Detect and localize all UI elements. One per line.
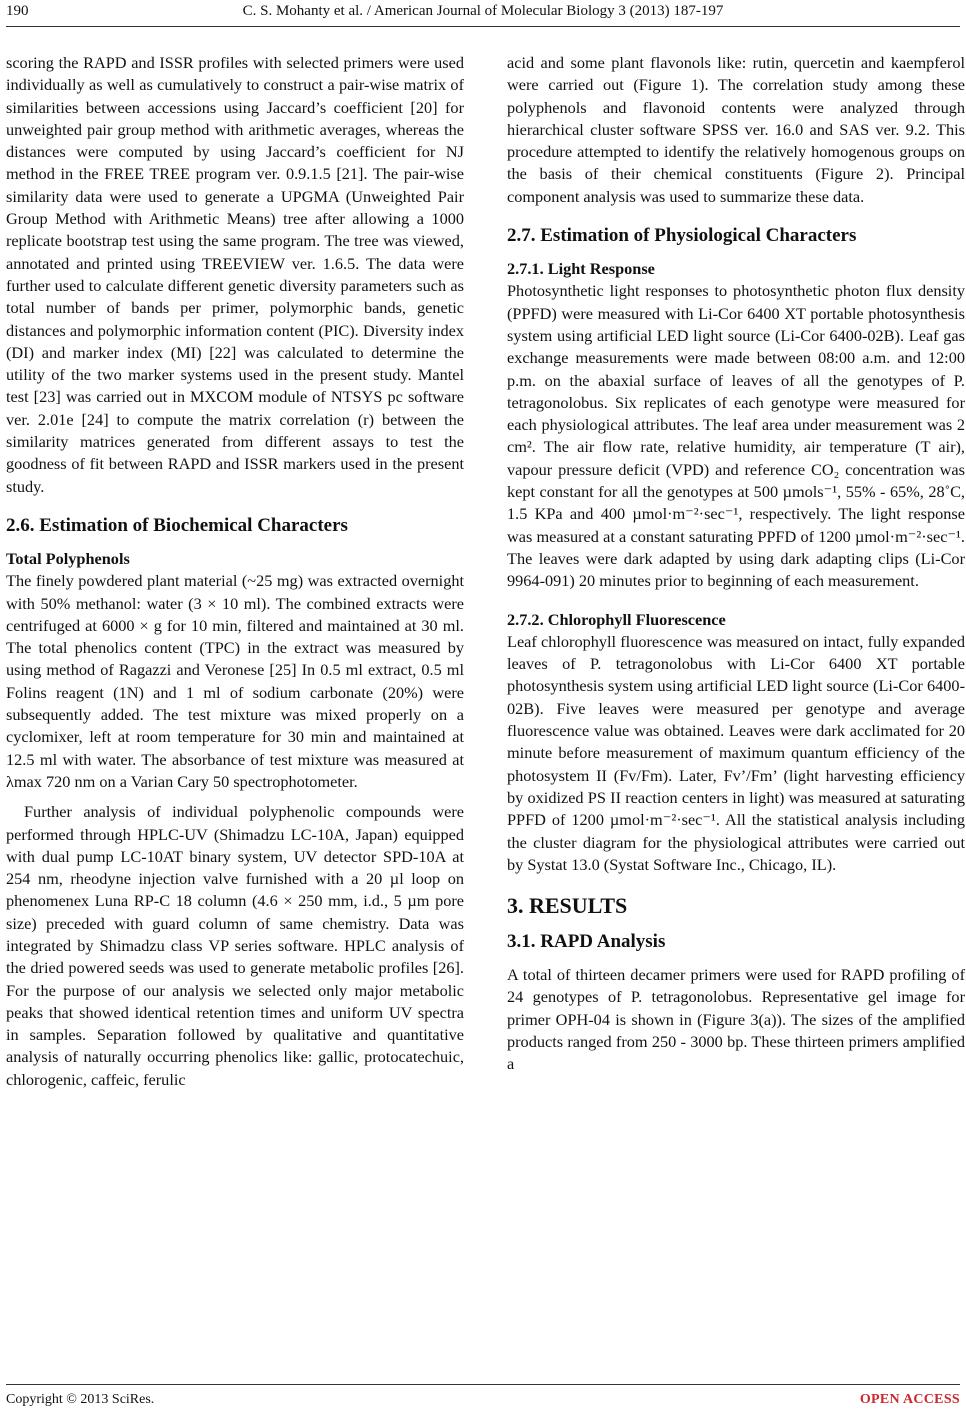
paragraph: Further analysis of individual polyphenolic compounds were performed through HPLC-UV (Shimadzu LC-10A, Japan) equipped with dual pump LC-10AT binary system, UV detector SPD-10A at 254 nm, rheodyne injection valve furnished with a 20 µl loop on phenomenex Luna RP-C 18 column (4.6 × 250 mm, i.d., 5 µm pore size) preceded with guard column of same chemistry. Data was integrated by Shimadzu class VP series software. HPLC analysis of the dried powered seeds was used to generate metabolic profiles [26]. For the purpose of our analysis we selected only major metabolic peaks that showed identical retention times and uniform UV spectra in samples. Separation followed by qualitative and quantitative analysis of naturally occurring phenolics like: gallic, protocatechuic, chlorogenic, caffeic, ferulic (6, 802, 464, 1089)
subsection-heading: Total Polyphenols (6, 548, 130, 568)
section-heading: 3. RESULTS (507, 893, 628, 919)
page-number: 190 (6, 3, 29, 19)
section-heading: 2.6. Estimation of Biochemical Characters (6, 514, 348, 536)
page-header (0, 0, 966, 30)
paragraph: A total of thirteen decamer primers were used for RAPD profiling of 24 genotypes of P. tetragonolobus. Representative gel image for primer OPH-04 is shown in (Figure 3(a)). The sizes of the amplified products ranged from 250 - 3000 bp. These thirteen primers amplified a (507, 965, 965, 1074)
right-column (507, 52, 965, 1076)
paragraph: The finely powdered plant material (~25 mg) was extracted overnight with 50% methanol: water (3 × 10 ml). The combined extracts were centrifuged at 6000 × g for 10 min, filtered and maintained at 30 ml. The total phenolics content (TPC) in the extract was measured by using method of Ragazzi and Veronese [25] In 0.5 ml extract, 0.5 ml Folins reagent (1N) and 1 ml of sodium carbonate (20%) were subsequently added. The test mixture was mixed properly on a cyclomixer, left at room temperature for 30 min and maintained at 12.5 ml with water. The absorbance of test mixture was measured at λmax 720 nm on a Varian Cary 50 spectrophotometer. (6, 571, 464, 791)
left-column (6, 52, 464, 1091)
running-head: C. S. Mohanty et al. / American Journal of Molecular Biology 3 (2013) 187-197 (242, 3, 724, 19)
subsection-heading: 2.7.2. Chlorophyll Fluorescence (507, 609, 726, 629)
section-heading: 2.7. Estimation of Physiological Characters (507, 225, 857, 247)
paragraph: Leaf chlorophyll fluorescence was measured on intact, fully expanded leaves of P. tetragonolobus with Li-Cor 6400 XT portable photosynthesis system using artificial LED light source (Li-Cor 6400-02B). Five leaves were measured per genotype and average fluorescence value was obtained. Leaves were dark acclimated for 20 minute before measurement of maximum quantum efficiency of the photosystem II (Fv/Fm). Later, Fv’/Fm’ (light harvesting efficiency by oxidized PS II reaction centers in light) was measured at saturating PPFD of 1200 µmol·m⁻²·sec⁻¹. All the statistical analysis including the cluster diagram for the physiological attributes were carried out by Systat 13.0 (Systat Software Inc., Chicago, IL). (507, 631, 965, 874)
footer-rule (6, 1384, 960, 1385)
section-heading: 3.1. RAPD Analysis (507, 931, 666, 953)
copyright: Copyright © 2013 SciRes. (6, 1392, 155, 1407)
header-rule (6, 26, 960, 27)
paragraph: scoring the RAPD and ISSR profiles with selected primers were used individually as well as cumulatively to construct a pair-wise matrix of similarities between accessions using Jaccard’s coefficient [20] for unweighted pair group method with arithmetic averages, whereas the distances were computed by using Jaccard’s coefficient for NJ method in the FREE TREE program ver. 0.9.1.5 [21]. The pair-wise similarity data were used to generate a UPGMA (Unweighted Pair Group Method with Arithmetic Means) tree after allowing a 1000 replicate bootstrap test using the same program. The tree was viewed, annotated and printed using TREEVIEW ver. 1.6.5. The data were further used to calculate different genetic diversity parameters such as total number of bands per primer, polymorphic bands, genetic distances and polymorphic information content (PIC). Diversity index (DI) and marker index (MI) [22] was calculated to determine the utility of the two marker systems used in the present study. Mantel test [23] was carried out in MXCOM module of NTSYS pc software ver. 2.01e [24] to compute the matrix correlation (r) between the similarity matrices generated from different assays to test the goodness of fit between RAPD and ISSR markers used in the present study. (6, 53, 464, 496)
page-footer (6, 1384, 960, 1408)
subsection-heading: 2.7.1. Light Response (507, 259, 655, 279)
paragraph: Photosynthetic light responses to photosynthetic photon flux density (PPFD) were measured with Li-Cor 6400 XT portable photosynthesis system using artificial LED light source (Li-Cor 6400-02B). Leaf gas exchange measurements were made between 08:00 a.m. and 12:00 p.m. on the abaxial surface of leaves of all the genotypes of P. tetragonolobus. Six replicates of each genotype were measured for each physiological attributes. The leaf area under measurement was 2 cm². The air flow rate, relative humidity, air temperature (T air), vapour pressure deficit (VPD) and reference CO₂ concentration was kept constant for all the genotypes at 500 µmols⁻¹, 55% - 65%, 28˚C, 1.5 KPa and 400 µmol·m⁻²·sec⁻¹, respectively. The light response was measured at a constant saturating PPFD of 1200 µmol·m⁻²·sec⁻¹. The leaves were dark adapted by using dark adapting clips (Li-Cor 9964-091) 20 minutes prior to beginning of each measurement. (507, 281, 965, 591)
paragraph: acid and some plant flavonols like: rutin, quercetin and kaempferol were carried out (Figure 1). The correlation study among these polyphenols and flavonoid contents were analyzed through hierarchical cluster software SPSS ver. 16.0 and SAS ver. 9.2. This procedure attempted to identify the relatively homogenous groups on the basis of their chemical constituents (Figure 2). Principal component analysis was used to summarize these data. (507, 53, 965, 206)
open-access-label: OPEN ACCESS (859, 1392, 960, 1407)
